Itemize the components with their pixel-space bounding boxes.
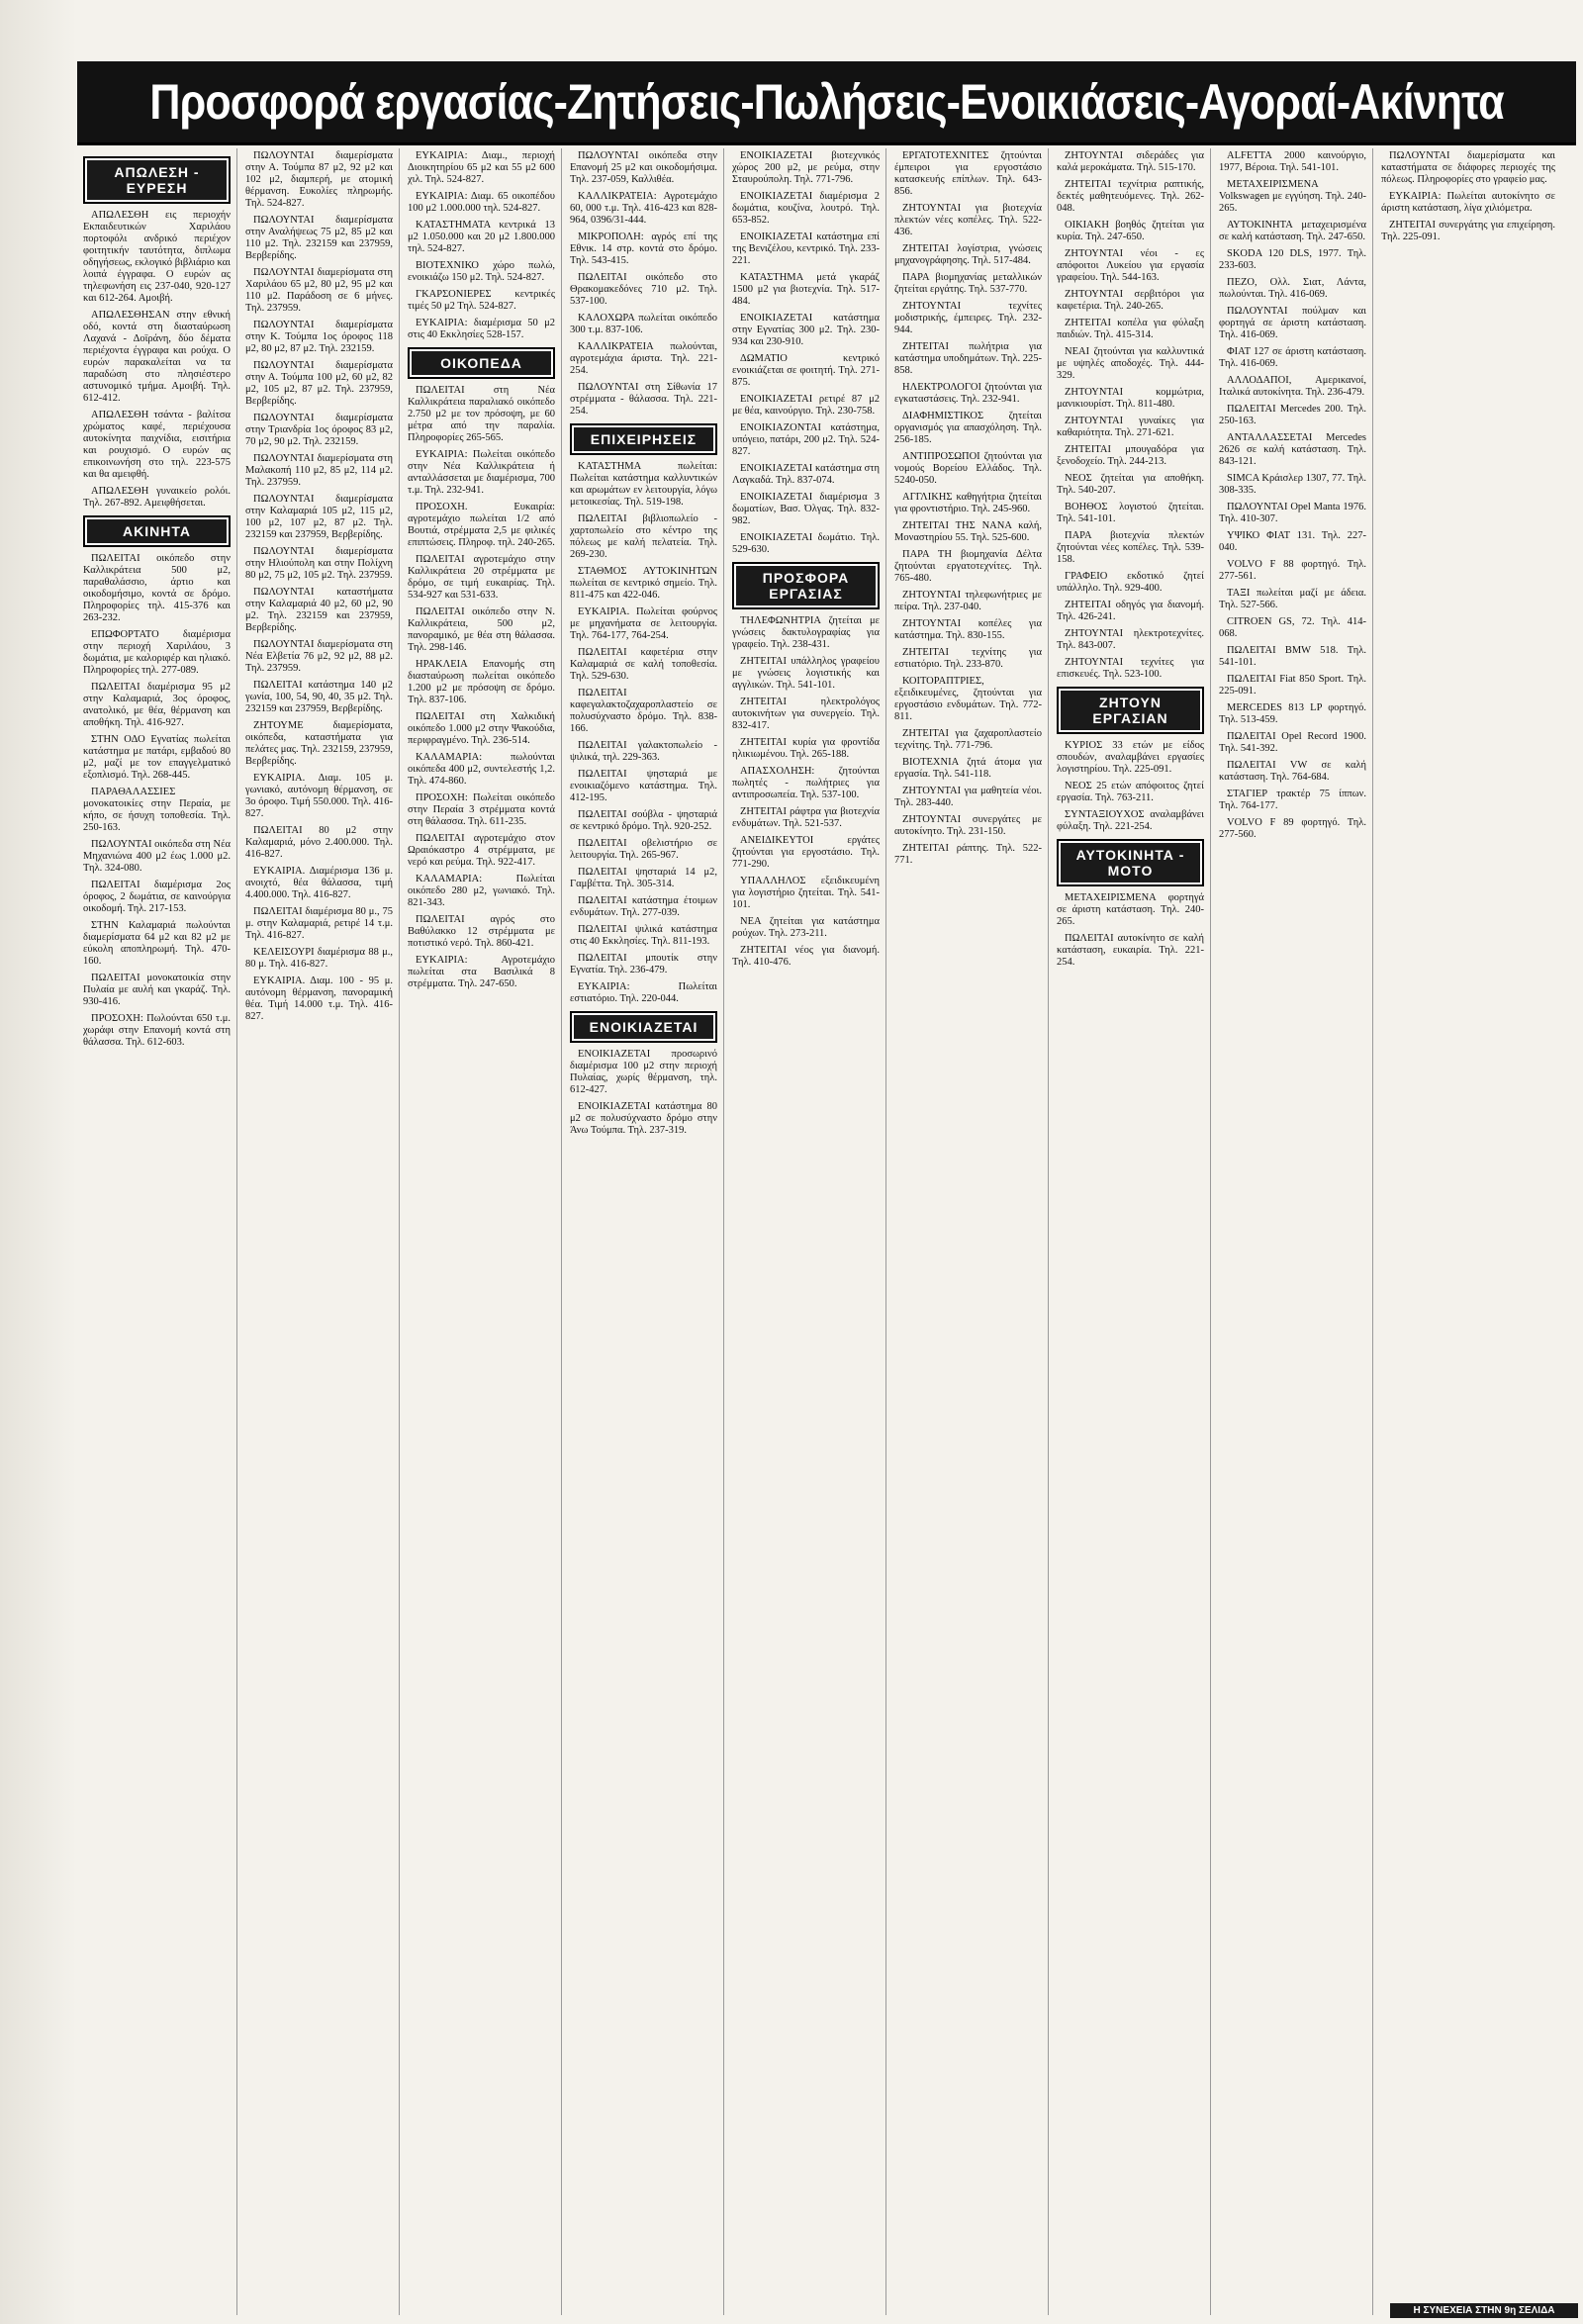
- classified-ad: ΠΩΛΟΥΝΤΑΙ διαμερίσματα στη Χαριλάου 65 μ2, 80 μ2, 95 μ2 και 110 μ2. Παράδοση σε 6 μήνες. Τηλ. 237959.: [245, 267, 393, 314]
- section-masthead: [77, 61, 1576, 145]
- classified-ad: ΑΝΤΑΛΛΑΣΣΕΤΑΙ Mercedes 2626 σε καλή κατάσταση. Τηλ. 843-121.: [1219, 432, 1366, 467]
- classified-ad: ΖΗΤΕΙΤΑΙ ράφτρα για βιοτεχνία ενδυμάτων. Τηλ. 521-537.: [732, 806, 880, 829]
- classified-ad: ΚΑΛΑΜΑΡΙΑ: Πωλείται οικόπεδο 280 μ2, γωνιακό. Τηλ. 821-343.: [408, 874, 555, 908]
- classified-ad: ΖΗΤΕΙΤΑΙ ράπτης. Τηλ. 522-771.: [894, 843, 1042, 866]
- classified-ad: ΝΕΑΙ ζητούνται για καλλυντικά με υψηλές αποδοχές. Τηλ. 444-329.: [1057, 346, 1204, 381]
- classified-ad: ΣΤΗΝ Καλαμαριά πωλούνται διαμερίσματα 64 μ2 και 82 μ2 με εύκολη αποπληρωμή. Τηλ. 470-160.: [83, 920, 231, 967]
- classified-ad: ΠΩΛΕΙΤΑΙ VW σε καλή κατάσταση. Τηλ. 764-684.: [1219, 760, 1366, 783]
- classified-ad: ΠΩΛΕΙΤΑΙ καφεγαλακτοζαχαροπλαστείο σε πολυσύχναστο δρόμο. Τηλ. 838-166.: [570, 688, 717, 734]
- classified-ad: ΠΩΛΕΙΤΑΙ σούβλα - ψησταριά σε κεντρικό δρόμο. Τηλ. 920-252.: [570, 809, 717, 832]
- classified-ad: ΕΝΟΙΚΙΑΖΕΤΑΙ κατάστημα στη Λαγκαδά. Τηλ. 837-074.: [732, 463, 880, 486]
- classified-ad: ΑΝΕΙΔΙΚΕΥΤΟΙ εργάτες ζητούνται για εργοστάσιο. Τηλ. 771-290.: [732, 835, 880, 870]
- classified-ad: ΕΥΚΑΙΡΙΑ. Διαμέρισμα 136 μ. ανοιχτό, θέα θάλασσα, τιμή 4.400.000. Τηλ. 416-827.: [245, 866, 393, 900]
- column-2: [241, 148, 400, 2315]
- classified-ad: ΕΝΟΙΚΙΑΖΕΤΑΙ διαμέρισμα 2 δωμάτια, κουζίνα, λουτρό. Τηλ. 653-852.: [732, 191, 880, 226]
- classified-ad: ΖΗΤΕΙΤΑΙ ΤΗΣ ΝΑΝΑ καλή, Μοναστηρίου 55. Τηλ. 525-600.: [894, 520, 1042, 543]
- classified-ad: ΥΨΙΚΟ ΦΙΑΤ 131. Τηλ. 227-040.: [1219, 530, 1366, 553]
- column-6: [890, 148, 1049, 2315]
- classified-ad: ΖΗΤΟΥΝΤΑΙ σερβιτόροι για καφετέρια. Τηλ. 240-265.: [1057, 289, 1204, 312]
- classified-ad: ΖΗΤΕΙΤΑΙ τεχνίτρια ραπτικής, δεκτές μαθητευόμενες. Τηλ. 262-048.: [1057, 179, 1204, 214]
- classified-ad: SKODA 120 DLS, 1977. Τηλ. 233-603.: [1219, 248, 1366, 271]
- classified-ad: ΑΥΤΟΚΙΝΗΤΑ μεταχειρισμένα σε καλή κατάσταση. Τηλ. 247-650.: [1219, 220, 1366, 242]
- classified-ad: ΜΕΤΑΧΕΙΡΙΣΜΕΝΑ φορτηγά σε άριστη κατάσταση. Τηλ. 240-265.: [1057, 892, 1204, 927]
- classified-ad: ΖΗΤΟΥΝΤΑΙ τεχνίτες μοδιστρικής, έμπειρες. Τηλ. 232-944.: [894, 301, 1042, 335]
- section-heading: ΕΝΟΙΚΙΑΖΕΤΑΙ: [570, 1011, 717, 1043]
- classified-ad: ΖΗΤΕΙΤΑΙ για ζαχαροπλαστείο τεχνίτης. Τηλ. 771-796.: [894, 728, 1042, 751]
- classified-ad: ΠΩΛΕΙΤΑΙ αγρός στο Βαθύλακκο 12 στρέμματα με ποτιστικό νερό. Τηλ. 860-421.: [408, 914, 555, 949]
- classified-ad: ΕΥΚΑΙΡΙΑ: Διαμ. 65 οικοπέδου 100 μ2 1.000.000 τηλ. 524-827.: [408, 191, 555, 214]
- masthead-title: Προσφορά εργασίας-Ζητήσεις-Πωλήσεις-Ενοικιάσεις-Αγοραί-Ακίνητα: [149, 74, 1504, 130]
- section-heading: ΠΡΟΣΦΟΡΑ ΕΡΓΑΣΙΑΣ: [732, 562, 880, 609]
- classified-ad: CITROEN GS, 72. Τηλ. 414-068.: [1219, 616, 1366, 639]
- classified-ad: ΖΗΤΕΙΤΑΙ νέος για διανομή. Τηλ. 410-476.: [732, 945, 880, 968]
- classified-ad: ΗΛΕΚΤΡΟΛΟΓΟΙ ζητούνται για εγκαταστάσεις. Τηλ. 232-941.: [894, 382, 1042, 405]
- column-1: [79, 148, 237, 2315]
- classified-ad: ΠΩΛΕΙΤΑΙ 80 μ2 στην Καλαμαριά, μόνο 2.400.000. Τηλ. 416-827.: [245, 825, 393, 860]
- classified-ad: ΑΠΩΛΕΣΘΗ τσάντα - βαλίτσα χρώματος καφέ, περιέχουσα αυτοκίνητα παιχνίδια, εισιτήρια και ρουχισμό. Ο ευρών ας επικοινωνήση στο τηλ. 223-575 και θα αμειφθή.: [83, 410, 231, 480]
- classified-ad: ΠΩΛΕΙΤΑΙ ψιλικά κατάστημα στις 40 Εκκλησίες. Τηλ. 811-193.: [570, 924, 717, 947]
- classified-ad: ΣΤΗΝ ΟΔΟ Εγνατίας πωλείται κατάστημα με πατάρι, εμβαδού 80 μ2, μαζί με τον επαγγελματικό εξοπλισμό. Τηλ. 268-445.: [83, 734, 231, 781]
- classified-ad: ΕΝΟΙΚΙΑΖΕΤΑΙ κατάστημα επί της Βενιζέλου, κεντρικό. Τηλ. 233-221.: [732, 232, 880, 266]
- classified-ad: ΠΩΛΕΙΤΑΙ οικόπεδο στην Ν. Καλλικράτεια, 500 μ2, πανοραμικό, με θέα στη θάλασσα. Τηλ. 298-146.: [408, 606, 555, 653]
- classified-ad: ΑΓΓΛΙΚΗΣ καθηγήτρια ζητείται για φροντιστήριο. Τηλ. 245-960.: [894, 492, 1042, 514]
- classified-ad: ΖΗΤΕΙΤΑΙ συνεργάτης για επιχείρηση. Τηλ. 225-091.: [1381, 220, 1555, 242]
- classified-ad: ΑΠΩΛΕΣΘΗΣΑΝ στην εθνική οδό, κοντά στη διασταύρωση Λαχανά - Δοϊράνη, δύο δέματα περιέχοντα έγγραφα και ρούχα. Ο ευρών παρακαλείται να τα παραδώση στο πλησιέστερο αστυνομικό τμήμα. Αμοιβή. Τηλ. 612-412.: [83, 310, 231, 404]
- classified-ad: ΦΙΑΤ 127 σε άριστη κατάσταση. Τηλ. 416-069.: [1219, 346, 1366, 369]
- classified-ad: ΚΑΤΑΣΤΗΜΑ πωλείται: Πωλείται κατάστημα καλλυντικών και αρωμάτων εν λειτουργία, λόγω μετοικεσίας. Τηλ. 519-198.: [570, 461, 717, 508]
- classified-ad: ΠΩΛΕΙΤΑΙ ψησταριά 14 μ2, Γαμβέττα. Τηλ. 305-314.: [570, 867, 717, 889]
- classified-ad: ΖΗΤΟΥΝΤΑΙ συνεργάτες με αυτοκίνητο. Τηλ. 231-150.: [894, 814, 1042, 837]
- classified-ad: ΖΗΤΟΥΝΤΑΙ κοπέλες για κατάστημα. Τηλ. 830-155.: [894, 618, 1042, 641]
- classified-columns: [79, 148, 1578, 2315]
- classified-ad: ΠΩΛΕΙΤΑΙ μονοκατοικία στην Πυλαία με αυλή και γκαράζ. Τηλ. 930-416.: [83, 973, 231, 1007]
- classified-ad: ΠΩΛΟΥΝΤΑΙ Opel Manta 1976. Τηλ. 410-307.: [1219, 502, 1366, 524]
- classified-ad: ΠΡΟΣΟΧΗ: Πωλείται οικόπεδο στην Περαία 3 στρέμματα κοντά στη θάλασσα. Τηλ. 611-235.: [408, 792, 555, 827]
- column-8: [1215, 148, 1373, 2315]
- classified-ad: ΖΗΤΟΥΝΤΑΙ τηλεφωνήτριες με πείρα. Τηλ. 237-040.: [894, 590, 1042, 612]
- classified-ad: ΠΑΡΑ βιοτεχνία πλεκτών ζητούνται νέες κοπέλες. Τηλ. 539-158.: [1057, 530, 1204, 565]
- classified-ad: ΠΩΛΟΥΝΤΑΙ διαμερίσματα στη Νέα Ελβετία 76 μ2, 92 μ2, 88 μ2. Τηλ. 237959.: [245, 639, 393, 674]
- classified-ad: ΖΗΤΟΥΝΤΑΙ νέοι - ες απόφοιτοι Λυκείου για εργασία γραφείου. Τηλ. 544-163.: [1057, 248, 1204, 283]
- classified-ad: ΠΩΛΕΙΤΑΙ κατάστημα 140 μ2 γωνία, 100, 54, 90, 40, 35 μ2. Τηλ. 232159 και 237959, Βερβερίδης.: [245, 680, 393, 714]
- classified-ad: ΠΩΛΕΙΤΑΙ BMW 518. Τηλ. 541-101.: [1219, 645, 1366, 668]
- classified-ad: ΒΙΟΤΕΧΝΙΚΟ χώρο πωλώ, ενοικιάζω 150 μ2. Τηλ. 524-827.: [408, 260, 555, 283]
- classified-ad: ΝΕΟΣ ζητείται για αποθήκη. Τηλ. 540-207.: [1057, 473, 1204, 496]
- classified-ad: ΤΗΛΕΦΩΝΗΤΡΙΑ ζητείται με γνώσεις δακτυλογραφίας για γραφείο. Τηλ. 238-431.: [732, 615, 880, 650]
- classified-ad: ΕΝΟΙΚΙΑΖΕΤΑΙ ρετιρέ 87 μ2 με θέα, καινούργιο. Τηλ. 230-758.: [732, 394, 880, 417]
- classified-ad: ΠΩΛΕΙΤΑΙ αγροτεμάχιο στον Ωραιόκαστρο 4 στρέμματα, με νερό και ρεύμα. Τηλ. 922-417.: [408, 833, 555, 868]
- classified-ad: ΕΝΟΙΚΙΑΖΕΤΑΙ κατάστημα στην Εγνατίας 300 μ2. Τηλ. 230-934 και 230-910.: [732, 313, 880, 347]
- classified-ad: ΜΕΤΑΧΕΙΡΙΣΜΕΝΑ Volkswagen με εγγύηση. Τηλ. 240-265.: [1219, 179, 1366, 214]
- classified-ad: ΣΤΑΓΙΕΡ τρακτέρ 75 ίππων. Τηλ. 764-177.: [1219, 789, 1366, 811]
- classified-ad: ΖΗΤΕΙΤΑΙ κυρία για φροντίδα ηλικιωμένου. Τηλ. 265-188.: [732, 737, 880, 760]
- classified-ad: ΕΝΟΙΚΙΑΖΕΤΑΙ διαμέρισμα 3 δωματίων, Βασ. Όλγας. Τηλ. 832-982.: [732, 492, 880, 526]
- classified-ad: ΠΑΡΑ ΤΗ βιομηχανία Δέλτα ζητούνται εργατοτεχνίτες. Τηλ. 765-480.: [894, 549, 1042, 584]
- classified-ad: ΔΙΑΦΗΜΙΣΤΙΚΟΣ ζητείται οργανισμός για απασχόληση. Τηλ. 256-185.: [894, 411, 1042, 445]
- classified-ad: ΖΗΤΕΙΤΑΙ κοπέλα για φύλαξη παιδιών. Τηλ. 415-314.: [1057, 318, 1204, 340]
- classified-ad: ΠΩΛΕΙΤΑΙ αυτοκίνητο σε καλή κατάσταση, ευκαιρία. Τηλ. 221-254.: [1057, 933, 1204, 968]
- classified-ad: ΑΠΑΣΧΟΛΗΣΗ: ζητούνται πωλητές - πωλήτριες για αντιπροσωπεία. Τηλ. 537-100.: [732, 766, 880, 800]
- classified-ad: ΑΛΛΟΔΑΠΟΙ, Αμερικανοί, Ιταλικά αυτοκίνητα. Τηλ. 236-479.: [1219, 375, 1366, 398]
- section-heading: ΖΗΤΟΥΝ ΕΡΓΑΣΙΑΝ: [1057, 687, 1204, 734]
- classified-ad: ΚΑΤΑΣΤΗΜΑΤΑ κεντρικά 13 μ2 1.050.000 και 20 μ2 1.800.000 τηλ. 524-827.: [408, 220, 555, 254]
- scan-margin: [0, 0, 77, 2324]
- classified-ad: ALFETTA 2000 καινούργιο, 1977, Βέροια. Τηλ. 541-101.: [1219, 150, 1366, 173]
- classified-ad: VOLVO F 89 φορτηγό. Τηλ. 277-560.: [1219, 817, 1366, 840]
- classified-ad: ΚΑΛΟΧΩΡΑ πωλείται οικόπεδο 300 τ.μ. 837-106.: [570, 313, 717, 335]
- classified-ad: ΖΗΤΟΥΜΕ διαμερίσματα, οικόπεδα, καταστήματα για πελάτες μας. Τηλ. 232159, 237959, Βερβερίδης.: [245, 720, 393, 767]
- classified-ad: ΕΡΓΑΤΟΤΕΧΝΙΤΕΣ ζητούνται έμπειροι για εργοστάσιο κατασκευής επίπλων. Τηλ. 643-856.: [894, 150, 1042, 197]
- column-5: [728, 148, 886, 2315]
- classified-ad: ΕΥΚΑΙΡΙΑ: Διαμ., περιοχή Διοικητηρίου 65 μ2 και 55 μ2 600 χιλ. Τηλ. 524-827.: [408, 150, 555, 185]
- classified-ad: ΠΩΛΕΙΤΑΙ στη Χαλκιδική οικόπεδο 1.000 μ2 στην Ψακούδια, περιφραγμένο. Τηλ. 236-514.: [408, 711, 555, 746]
- classified-ad: ΠΩΛΟΥΝΤΑΙ διαμερίσματα στην Καλαμαριά 105 μ2, 115 μ2, 100 μ2, 107 μ2, 87 μ2. Τηλ. 232159 και 237959, Βερβερίδης.: [245, 494, 393, 540]
- classified-ad: ΚΕΛΕΙΣΟΥΡΙ διαμέρισμα 88 μ., 80 μ. Τηλ. 416-827.: [245, 947, 393, 970]
- classified-ad: ΠΩΛΕΙΤΑΙ Opel Record 1900. Τηλ. 541-392.: [1219, 731, 1366, 754]
- classified-ad: ΠΩΛΟΥΝΤΑΙ πούλμαν και φορτηγά σε άριστη κατάσταση. Τηλ. 416-069.: [1219, 306, 1366, 340]
- classified-ad: ΠΑΡΑΘΑΛΑΣΣΙΕΣ μονοκατοικίες στην Περαία, με κήπο, σε ήσυχη τοποθεσία. Τηλ. 250-163.: [83, 787, 231, 833]
- classified-ad: ΖΗΤΕΙΤΑΙ οδηγός για διανομή. Τηλ. 426-241.: [1057, 600, 1204, 622]
- section-heading: ΑΠΩΛΕΣΗ - ΕΥΡΕΣΗ: [83, 156, 231, 204]
- classified-ad: ΕΥΚΑΙΡΙΑ. Πωλείται φούρνος με μηχανήματα σε λειτουργία. Τηλ. 764-177, 764-254.: [570, 606, 717, 641]
- classified-ad: ΖΗΤΕΙΤΑΙ τεχνίτης για εστιατόριο. Τηλ. 233-870.: [894, 647, 1042, 670]
- classified-ad: ΠΩΛΟΥΝΤΑΙ οικόπεδα στην Επανομή 25 μ2 και οικοδομήσιμα. Τηλ. 237-059, Καλλιθέα.: [570, 150, 717, 185]
- classified-ad: ΖΗΤΕΙΤΑΙ ηλεκτρολόγος αυτοκινήτων για συνεργείο. Τηλ. 832-417.: [732, 697, 880, 731]
- classified-ad: ΠΩΛΕΙΤΑΙ Fiat 850 Sport. Τηλ. 225-091.: [1219, 674, 1366, 697]
- section-heading: ΑΚΙΝΗΤΑ: [83, 515, 231, 547]
- classified-ad: ΖΗΤΟΥΝΤΑΙ τεχνίτες για επισκευές. Τηλ. 523-100.: [1057, 657, 1204, 680]
- classified-ad: ΠΩΛΟΥΝΤΑΙ στη Σίθωνία 17 στρέμματα - θάλασσα. Τηλ. 221-254.: [570, 382, 717, 417]
- classified-ad: ΠΩΛΕΙΤΑΙ στη Νέα Καλλικράτεια παραλιακό οικόπεδο 2.750 μ2 με τον πρόσοψη, με 60 μέτρα από την παραλία. Πληροφορίες 265-565.: [408, 385, 555, 443]
- classified-ad: ΠΕΖΟ, Ολλ. Σιατ, Λάντα, πωλούνται. Τηλ. 416-069.: [1219, 277, 1366, 300]
- column-4: [566, 148, 724, 2315]
- classified-ad: ΠΩΛΕΙΤΑΙ αγροτεμάχιο στην Καλλικράτεια 20 στρέμματα με δρόμο, σε τιμή ευκαιρίας. Τηλ. 534-927 και 531-633.: [408, 554, 555, 601]
- classified-ad: ΖΗΤΟΥΝΤΑΙ ηλεκτροτεχνίτες. Τηλ. 843-007.: [1057, 628, 1204, 651]
- classified-ad: ΚΑΤΑΣΤΗΜΑ μετά γκαράζ 1500 μ2 για βιοτεχνία. Τηλ. 517-484.: [732, 272, 880, 307]
- classified-ad: ΠΩΛΟΥΝΤΑΙ διαμερίσματα στην Αναλήψεως 75 μ2, 85 μ2 και 110 μ2. Τηλ. 232159 και 237959, Βερβερίδης.: [245, 215, 393, 261]
- classified-ad: ΠΩΛΕΙΤΑΙ διαμέρισμα 2ος όροφος, 2 δωμάτια, σε καινούργια οικοδομή. Τηλ. 217-153.: [83, 880, 231, 914]
- continued-note: Η ΣΥΝΕΧΕΙΑ ΣΤΗΝ 9η ΣΕΛΙΔΑ: [1390, 2303, 1578, 2318]
- classified-ad: ΠΩΛΟΥΝΤΑΙ διαμερίσματα στην Α. Τούμπα 87 μ2, 92 μ2 και 102 μ2, διαμπερή, με ατομική θέρμανση. Ευκολίες πληρωμής. Τηλ. 524-827.: [245, 150, 393, 209]
- section-heading: ΟΙΚΟΠΕΔΑ: [408, 347, 555, 379]
- classified-ad: ΕΝΟΙΚΙΑΖΕΤΑΙ βιοτεχνικός χώρος 200 μ2, με ρεύμα, στην Σταυρούπολη. Τηλ. 771-796.: [732, 150, 880, 185]
- classified-ad: ΕΥΚΑΙΡΙΑ. Διαμ. 105 μ. γωνιακό, αυτόνομη θέρμανση, σε 3ο όροφο. Τιμή 550.000. Τηλ. 416-827.: [245, 773, 393, 819]
- classified-ad: ΠΩΛΟΥΝΤΑΙ καταστήματα στην Καλαμαριά 40 μ2, 60 μ2, 90 μ2. Τηλ. 232159 και 237959, Βερβερίδης.: [245, 587, 393, 633]
- classified-ad: ΚΑΛΑΜΑΡΙΑ: πωλούνται οικόπεδα 400 μ2, συντελεστής 1,2. Τηλ. 474-860.: [408, 752, 555, 787]
- classified-ad: ΚΟΙΤΟΡΑΠΤΡΙΕΣ, εξειδικευμένες, ζητούνται για εργοστάσιο ενδυμάτων. Τηλ. 772-811.: [894, 676, 1042, 722]
- section-heading: ΑΥΤΟΚΙΝΗΤΑ - ΜΟΤΟ: [1057, 839, 1204, 886]
- column-9: [1377, 148, 1561, 2315]
- classified-ad: ΝΕΟΣ 25 ετών απόφοιτος ζητεί εργασία. Τηλ. 763-211.: [1057, 781, 1204, 803]
- classified-ad: ΚΑΛΛΙΚΡΑΤΕΙΑ πωλούνται, αγροτεμάχια άριστα. Τηλ. 221-254.: [570, 341, 717, 376]
- classified-ad: ΖΗΤΕΙΤΑΙ πωλήτρια για κατάστημα υποδημάτων. Τηλ. 225-858.: [894, 341, 1042, 376]
- classified-ad: ΑΠΩΛΕΣΘΗ εις περιοχήν Εκπαιδευτικών Χαριλάου πορτοφόλι ανδρικό περιέχον φοιτητικήν ταυτότητα, διπλωμα οδηγήσεως, εκλογικό βιβλιάριο και λοιπά έγγραφα. Ο ευρών ας τηλεφωνήση εις 237-040, 920-127 και 612-264. Αμοιβή.: [83, 210, 231, 304]
- classified-ad: ΠΩΛΕΙΤΑΙ διαμέρισμα 80 μ., 75 μ. στην Καλαμαριά, ρετιρέ 14 τ.μ. Τηλ. 416-827.: [245, 906, 393, 941]
- classified-ad: ΗΡΑΚΛΕΙΑ Επανομής στη διασταύρωση πωλείται οικόπεδο 1.200 μ2 με πρόσοψη σε δρόμο. Τηλ. 837-106.: [408, 659, 555, 705]
- classified-ad: ΠΩΛΕΙΤΑΙ διαμέρισμα 95 μ2 στην Καλαμαριά, 3ος όροφος, ανατολικό, με θέα, θέρμανση και αποθήκη. Τηλ. 416-927.: [83, 682, 231, 728]
- classified-ad: ΠΩΛΕΙΤΑΙ οβελιστήριο σε λειτουργία. Τηλ. 265-967.: [570, 838, 717, 861]
- classified-ad: ΒΟΗΘΟΣ λογιστού ζητείται. Τηλ. 541-101.: [1057, 502, 1204, 524]
- classified-ad: ΒΙΟΤΕΧΝΙΑ ζητά άτομα για εργασία. Τηλ. 541-118.: [894, 757, 1042, 780]
- classified-ad: ΠΩΛΕΙΤΑΙ οικόπεδο στην Καλλικράτεια 500 μ2, παραθαλάσσιο, άρτιο και οικοδομήσιμο, κοντά σε δρόμο. Πληροφορίες τηλ. 415-376 και 263-232.: [83, 553, 231, 623]
- classified-ad: ΠΩΛΟΥΝΤΑΙ διαμερίσματα στην Α. Τούμπα 100 μ2, 60 μ2, 82 μ2, 105 μ2, 87 μ2. Τηλ. 237959, Βερβερίδης.: [245, 360, 393, 407]
- classified-ad: ΠΩΛΟΥΝΤΑΙ διαμερίσματα στην Κ. Τούμπα 1ος όροφος 118 μ2, 80 μ2, 87 μ2. Τηλ. 232159.: [245, 320, 393, 354]
- classified-ad: ΣΤΑΘΜΟΣ ΑΥΤΟΚΙΝΗΤΩΝ πωλείται σε κεντρικό σημείο. Τηλ. 811-475 και 422-046.: [570, 566, 717, 601]
- classified-ad: ΤΑΞΙ πωλείται μαζί με άδεια. Τηλ. 527-566.: [1219, 588, 1366, 610]
- classified-ad: ΔΩΜΑΤΙΟ κεντρικό ενοικιάζεται σε φοιτητή. Τηλ. 271-875.: [732, 353, 880, 388]
- classified-ad: ΠΩΛΕΙΤΑΙ Mercedes 200. Τηλ. 250-163.: [1219, 404, 1366, 426]
- classified-ad: SIMCA Κράισλερ 1307, 77. Τηλ. 308-335.: [1219, 473, 1366, 496]
- column-3: [404, 148, 562, 2315]
- classified-ad: ΖΗΤΕΙΤΑΙ λογίστρια, γνώσεις μηχανογράφησης. Τηλ. 517-484.: [894, 243, 1042, 266]
- classified-ad: ΠΡΟΣΟΧΗ: Πωλούνται 650 τ.μ. χωράφι στην Επανομή κοντά στη θάλασσα. Τηλ. 612-603.: [83, 1013, 231, 1048]
- classified-ad: ΕΠΩΦΟΡΤΑΤΟ διαμέρισμα στην περιοχή Χαριλάου, 3 δωμάτια, με καλοριφέρ και ηλιακό. Πληροφορίες τηλ. 277-089.: [83, 629, 231, 676]
- classified-ad: ΚΑΛΛΙΚΡΑΤΕΙΑ: Αγροτεμάχιο 60, 000 τ.μ. Τηλ. 416-423 και 828-964, 0396/31-444.: [570, 191, 717, 226]
- column-7: [1053, 148, 1211, 2315]
- classified-ad: ΓΡΑΦΕΙΟ εκδοτικό ζητεί υπάλληλο. Τηλ. 929-400.: [1057, 571, 1204, 594]
- classified-ad: ΖΗΤΟΥΝΤΑΙ για βιοτεχνία πλεκτών νέες κοπέλες. Τηλ. 522-436.: [894, 203, 1042, 237]
- classified-ad: ΕΥΚΑΙΡΙΑ: Αγροτεμάχιο πωλείται στα Βασιλικά 8 στρέμματα. Τηλ. 247-650.: [408, 955, 555, 989]
- classified-ad: ΓΚΑΡΣΟΝΙΕΡΕΣ κεντρικές τιμές 50 μ2 Τηλ. 524-827.: [408, 289, 555, 312]
- classified-ad: ΕΥΚΑΙΡΙΑ. Διαμ. 100 - 95 μ. αυτόνομη θέρμανση, πανοραμική θέα. Τιμή 14.000 τ.μ. Τηλ. 416-827.: [245, 976, 393, 1022]
- classified-ad: VOLVO F 88 φορτηγό. Τηλ. 277-561.: [1219, 559, 1366, 582]
- classified-ad: ΠΩΛΕΙΤΑΙ μπουτίκ στην Εγνατία. Τηλ. 236-479.: [570, 953, 717, 976]
- classified-ad: ΕΝΟΙΚΙΑΖΕΤΑΙ προσωρινό διαμέρισμα 100 μ2 στην περιοχή Πυλαίας, χωρίς θέρμανση, τηλ. 612-427.: [570, 1049, 717, 1095]
- classified-ad: ΠΩΛΕΙΤΑΙ ψησταριά με ενοικιαζόμενο κατάστημα. Τηλ. 412-195.: [570, 769, 717, 803]
- classified-ad: ΠΩΛΕΙΤΑΙ γαλακτοπωλείο - ψιλικά, τηλ. 229-363.: [570, 740, 717, 763]
- classified-ad: ΠΡΟΣΟΧΗ. Ευκαιρία: αγροτεμάχιο πωλείται 1/2 από Βουτιά, στρέμματα 2,5 με φιλικές επιπτώσεις. Πληροφ. τηλ. 240-265.: [408, 502, 555, 548]
- classified-ad: ΕΝΟΙΚΙΑΖΕΤΑΙ κατάστημα 80 μ2 σε πολυσύχναστο δρόμο στην Άνω Τούμπα. Τηλ. 237-319.: [570, 1101, 717, 1136]
- classified-ad: MERCEDES 813 LP φορτηγό. Τηλ. 513-459.: [1219, 702, 1366, 725]
- classified-ad: ΑΠΩΛΕΣΘΗ γυναικείο ρολόι. Τηλ. 267-892. Αμειφθήσεται.: [83, 486, 231, 509]
- classified-ad: ΕΥΚΑΙΡΙΑ: Πωλείται αυτοκίνητο σε άριστη κατάσταση, λίγα χιλιόμετρα.: [1381, 191, 1555, 214]
- classified-ad: ΠΩΛΟΥΝΤΑΙ διαμερίσματα στη Μαλακοπή 110 μ2, 85 μ2, 114 μ2. Τηλ. 237959.: [245, 453, 393, 488]
- classified-ad: ΕΥΚΑΙΡΙΑ: διαμέρισμα 50 μ2 στις 40 Εκκλησίες 528-157.: [408, 318, 555, 340]
- classified-ad: ΖΗΤΟΥΝΤΑΙ γυναίκες για καθαριότητα. Τηλ. 271-621.: [1057, 416, 1204, 438]
- classified-ad: ΠΩΛΕΙΤΑΙ κατάστημα έτοιμων ενδυμάτων. Τηλ. 277-039.: [570, 895, 717, 918]
- classified-ad: ΕΝΟΙΚΙΑΖΕΤΑΙ δωμάτιο. Τηλ. 529-630.: [732, 532, 880, 555]
- classified-ad: ΣΥΝΤΑΞΙΟΥΧΟΣ αναλαμβάνει φύλαξη. Τηλ. 221-254.: [1057, 809, 1204, 832]
- classified-ad: ΖΗΤΕΙΤΑΙ υπάλληλος γραφείου με γνώσεις λογιστικής και αγγλικών. Τηλ. 541-101.: [732, 656, 880, 691]
- classified-ad: ΚΥΡΙΟΣ 33 ετών με είδος σπουδών, αναλαμβάνει εργασίες λογιστηρίου. Τηλ. 225-091.: [1057, 740, 1204, 775]
- classified-ad: ΕΥΚΑΙΡΙΑ: Πωλείται εστιατόριο. Τηλ. 220-044.: [570, 981, 717, 1004]
- classified-ad: ΥΠΑΛΛΗΛΟΣ εξειδικευμένη για λογιστήριο ζητείται. Τηλ. 541-101.: [732, 876, 880, 910]
- section-heading: ΕΠΙΧΕΙΡΗΣΕΙΣ: [570, 423, 717, 455]
- classified-ad: ΕΝΟΙΚΙΑΖΟΝΤΑΙ κατάστημα, υπόγειο, πατάρι, 200 μ2. Τηλ. 524-827.: [732, 422, 880, 457]
- classified-ad: ΠΩΛΕΙΤΑΙ οικόπεδο στο Θρακομακεδόνες 710 μ2. Τηλ. 537-100.: [570, 272, 717, 307]
- classified-ad: ΜΙΚΡΟΠΟΛΗ: αγρός επί της Εθνικ. 14 στρ. κοντά στο δρόμο. Τηλ. 543-415.: [570, 232, 717, 266]
- classified-ad: ΟΙΚΙΑΚΗ βοηθός ζητείται για κυρία. Τηλ. 247-650.: [1057, 220, 1204, 242]
- classified-ad: ΠΩΛΕΙΤΑΙ βιβλιοπωλείο - χαρτοπωλείο στο κέντρο της πόλεως με καλή πελατεία. Τηλ. 269-230.: [570, 513, 717, 560]
- classified-ad: ΠΩΛΟΥΝΤΑΙ διαμερίσματα στην Τριανδρία 1ος όροφος 83 μ2, 70 μ2, 90 μ2. Τηλ. 232159.: [245, 413, 393, 447]
- classified-ad: ΠΩΛΟΥΝΤΑΙ διαμερίσματα και καταστήματα σε διάφορες περιοχές της πόλεως. Πληροφορίες στο γραφείο μας.: [1381, 150, 1555, 185]
- classified-ad: ΠΩΛΟΥΝΤΑΙ οικόπεδα στη Νέα Μηχανιώνα 400 μ2 έως 1.000 μ2. Τηλ. 324-080.: [83, 839, 231, 874]
- classified-ad: ΝΕΑ ζητείται για κατάστημα ρούχων. Τηλ. 273-211.: [732, 916, 880, 939]
- classified-ad: ΖΗΤΟΥΝΤΑΙ για μαθητεία νέοι. Τηλ. 283-440.: [894, 786, 1042, 808]
- classified-ad: ΑΝΤΙΠΡΟΣΩΠΟΙ ζητούνται για νομούς Βορείου Ελλάδος. Τηλ. 5240-050.: [894, 451, 1042, 486]
- classified-ad: ΠΩΛΕΙΤΑΙ καφετέρια στην Καλαμαριά σε καλή τοποθεσία. Τηλ. 529-630.: [570, 647, 717, 682]
- classified-ad: ΕΥΚΑΙΡΙΑ: Πωλείται οικόπεδο στην Νέα Καλλικράτεια ή ανταλλάσσεται με διαμέρισμα, 700 τ.μ. Τηλ. 232-941.: [408, 449, 555, 496]
- classified-ad: ΖΗΤΕΙΤΑΙ μπουγαδόρα για ξενοδοχείο. Τηλ. 244-213.: [1057, 444, 1204, 467]
- classified-ad: ΠΩΛΟΥΝΤΑΙ διαμερίσματα στην Ηλιούπολη και στην Πολίχνη 80 μ2, 75 μ2, 105 μ2. Τηλ. 237959.: [245, 546, 393, 581]
- classified-ad: ΖΗΤΟΥΝΤΑΙ κομμώτρια, μανικιουρίστ. Τηλ. 811-480.: [1057, 387, 1204, 410]
- classified-ad: ΖΗΤΟΥΝΤΑΙ σιδεράδες για καλά μεροκάματα. Τηλ. 515-170.: [1057, 150, 1204, 173]
- classified-ad: ΠΑΡΑ βιομηχανίας μεταλλικών ζητείται εργάτης. Τηλ. 537-770.: [894, 272, 1042, 295]
